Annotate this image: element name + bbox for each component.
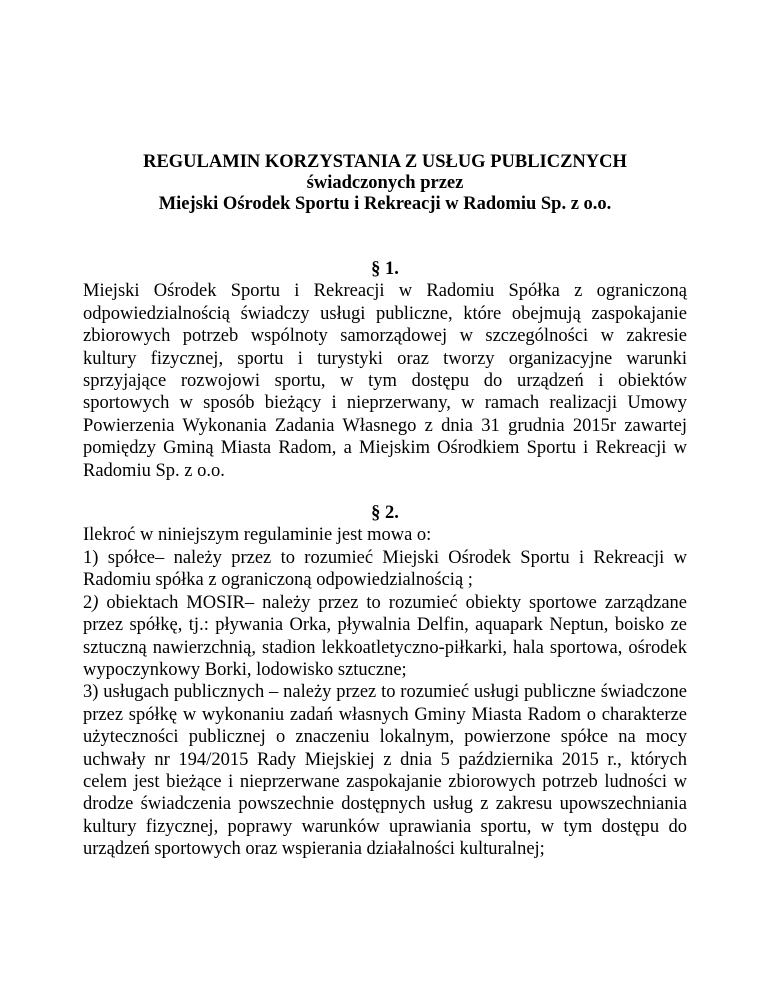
list-item-number: 1) (83, 547, 99, 568)
list-item-text: usługach publicznych – należy przez to rozumieć usługi publiczne świadczone przez spółkę w wykonaniu zadań własnych Gminy Miasta Radom o charakterze użyteczności publicznej o znaczeniu lokalnym, powierzone spółce na mocy uchwały nr 194/2015 Rady Miejskiej z dnia 5 października 2015 r., których celem jest bieżące i nieprzerwane zaspokajanie zbiorowych potrzeb ludności w drodze świadczenia powszechnie dostępnych usług z zakresu upowszechniania kultury fizycznej, poprawy warunków uprawiania sportu, w tym dostępu do urządzeń sportowych oraz wspierania działalności kulturalnej; (83, 682, 687, 860)
section-1-paragraph: Miejski Ośrodek Sportu i Rekreacji w Radomiu Spółka z ograniczoną odpowiedzialnością świadczy usługi publiczne, które obejmują zaspokajanie zbiorowych potrzeb wspólnoty samorządowej w szczególności w zakresie kultury fizycznej, sportu i turystyki oraz tworzy organizacyjne warunki sprzyjające rozwojowi sportu, w tym dostępu do urządzeń i obiektów sportowych w sposób bieżący i nieprzerwany, w ramach realizacji Umowy Powierzenia Wykonania Zadania Własnego z dnia 31 grudnia 2015r zawartej pomiędzy Gminą Miasta Radom, a Miejskim Ośrodkiem Sportu i Rekreacji w Radomiu Sp. z o.o. (83, 281, 687, 481)
section-2-intro: Ilekroć w niniejszym regulaminie jest mowa o: (83, 525, 432, 546)
section-1-mark: § 1. (371, 259, 399, 279)
list-item-text: obiektach MOSIR– należy przez to rozumieć obiekty sportowe zarządzane przez spółkę, tj.: pływania Orka, pływalnia Delfin, aquapark Neptun, boisko ze sztuczną nawierzchnią, stadion lekkoatletyczno-piłkarki, hala sportowa, ośrodek wypoczynkowy Borki, lodowisko sztuczne; (83, 592, 687, 680)
list-item (83, 592, 687, 682)
title-line-3: Miejski Ośrodek Sportu i Rekreacji w Radomiu Sp. z o.o. (158, 194, 612, 214)
section-2-mark: § 2. (371, 503, 399, 524)
list-item-text: spółce– należy przez to rozumieć Miejski Ośrodek Sportu i Rekreacji w Radomiu spółka z ograniczoną odpowiedzialnością ; (83, 547, 687, 591)
title-line-1: REGULAMIN KORZYSTANIA Z USŁUG PUBLICZNYCH (143, 152, 627, 172)
definitions-list (83, 547, 687, 861)
list-item-number: 2 (83, 592, 93, 613)
document-content (83, 152, 687, 861)
list-item-number-paren: ) (92, 592, 99, 613)
list-item (83, 547, 687, 592)
list-item-number: 3) (83, 682, 99, 703)
document-title (83, 152, 687, 215)
title-line-2: świadczonych przez (306, 173, 464, 193)
list-item (83, 681, 687, 860)
